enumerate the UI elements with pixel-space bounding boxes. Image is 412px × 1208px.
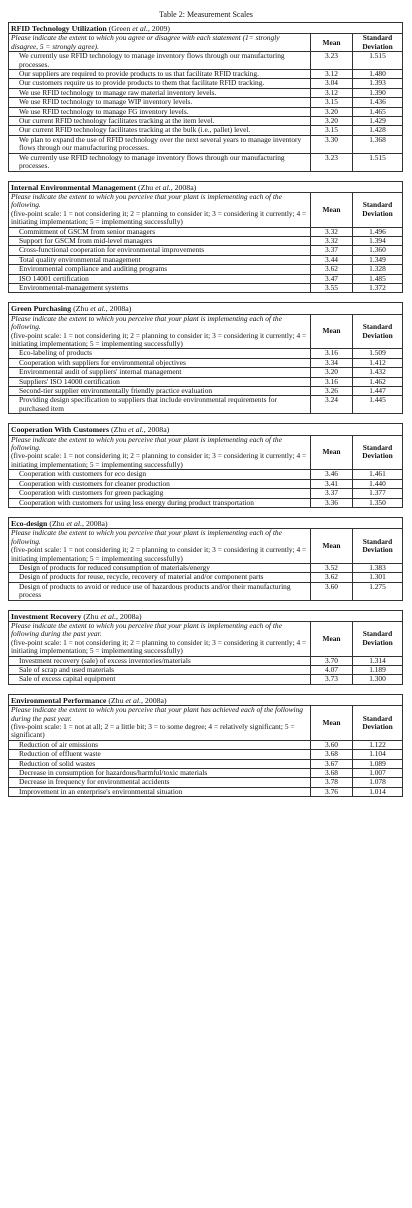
section-citation: (Zhu et al., 2008a) xyxy=(49,518,108,528)
section-title-row xyxy=(9,303,403,314)
sd-column-header: Standard Deviation xyxy=(353,529,403,564)
item-sd: 1.440 xyxy=(353,479,403,488)
item-sd: 1.429 xyxy=(353,117,403,126)
item-mean: 3.52 xyxy=(311,563,353,572)
item-mean: 3.26 xyxy=(311,387,353,396)
item-text: Investment recovery (sale) of excess inventories/materials xyxy=(9,656,311,665)
item-mean: 3.37 xyxy=(311,489,353,498)
item-sd: 1.383 xyxy=(353,563,403,572)
item-mean: 3.60 xyxy=(311,740,353,749)
item-mean: 3.04 xyxy=(311,79,353,88)
item-text: Environmental-management systems xyxy=(9,283,311,292)
item-text: Reduction of air emissions xyxy=(9,740,311,749)
table-row xyxy=(9,489,403,498)
table-row xyxy=(9,368,403,377)
item-text: Cooperation with customers for cleaner production xyxy=(9,479,311,488)
item-sd: 1.350 xyxy=(353,498,403,507)
item-sd: 1.465 xyxy=(353,107,403,116)
mean-column-header: Mean xyxy=(311,435,353,470)
mean-column-header: Mean xyxy=(311,706,353,741)
section-citation: (Zhu et al., 2008a) xyxy=(138,182,197,192)
item-text: Design of products for reduced consumption of materials/energy xyxy=(9,563,311,572)
item-mean: 3.62 xyxy=(311,573,353,582)
item-text: We use RFID technology to manage FG inventory levels. xyxy=(9,107,311,116)
table-row xyxy=(9,246,403,255)
item-sd: 1.462 xyxy=(353,377,403,386)
item-sd: 1.089 xyxy=(353,759,403,768)
table-row xyxy=(9,582,403,600)
mean-column-header: Mean xyxy=(311,529,353,564)
item-text: We use RFID technology to manage raw material inventory levels. xyxy=(9,88,311,97)
item-sd: 1.394 xyxy=(353,236,403,245)
sd-column-header: Standard Deviation xyxy=(353,314,403,349)
item-sd: 1.432 xyxy=(353,368,403,377)
section-instruction-cell xyxy=(9,192,311,227)
section-instruction-cell xyxy=(9,34,311,52)
item-mean: 4.07 xyxy=(311,666,353,675)
section-instruction: Please indicate the extent to which you perceive that your plant is implementing each of the following. xyxy=(11,434,282,453)
section-header-row xyxy=(9,34,403,52)
table-row xyxy=(9,349,403,358)
section-scale: (five-point scale: 1 = not considering it; 2 = planning to consider it; 3 = considering it currently; 4 = initiating implementation; 5 = implementing successfully) xyxy=(11,451,307,469)
section-header-row xyxy=(9,706,403,741)
section-instruction: Please indicate the extent to which you agree or disagree with each statement (1= strongly disagree, 5 = strongly agree). xyxy=(11,33,280,51)
item-sd: 1.360 xyxy=(353,246,403,255)
item-sd: 1.275 xyxy=(353,582,403,600)
item-mean: 3.62 xyxy=(311,265,353,274)
table-row xyxy=(9,470,403,479)
item-mean: 3.20 xyxy=(311,107,353,116)
item-text: We currently use RFID technology to manage inventory flows through our manufacturing processes. xyxy=(9,153,311,171)
section-scale: (five-point scale: 1 = not at all; 2 = a little bit; 3 = to some degree; 4 = relatively significant; 5 = significant) xyxy=(11,722,295,740)
item-text: Cooperation with customers for green packaging xyxy=(9,489,311,498)
item-sd: 1.104 xyxy=(353,750,403,759)
table-row xyxy=(9,396,403,414)
item-mean: 3.16 xyxy=(311,349,353,358)
item-mean: 3.16 xyxy=(311,377,353,386)
item-text: Sale of excess capital equipment xyxy=(9,675,311,684)
item-sd: 1.372 xyxy=(353,283,403,292)
item-mean: 3.68 xyxy=(311,769,353,778)
item-text: Commitment of GSCM from senior managers xyxy=(9,227,311,236)
item-mean: 3.30 xyxy=(311,135,353,153)
section-title-row xyxy=(9,610,403,621)
item-mean: 3.41 xyxy=(311,479,353,488)
item-mean: 3.23 xyxy=(311,153,353,171)
sd-column-header: Standard Deviation xyxy=(353,706,403,741)
item-text: Eco-labeling of products xyxy=(9,349,311,358)
section-scale: (five-point scale: 1 = not considering it; 2 = planning to consider it; 3 = considering it currently; 4 = initiating implementation; 5 = implementing successfully) xyxy=(11,330,307,348)
item-mean: 3.68 xyxy=(311,750,353,759)
section-title: Internal Environmental Management xyxy=(11,182,137,192)
section-citation: (Zhu et al., 2008a) xyxy=(108,695,167,705)
item-text: Cross-functional cooperation for environmental improvements xyxy=(9,246,311,255)
section-instruction-cell xyxy=(9,435,311,470)
section-instruction-cell xyxy=(9,529,311,564)
table-row xyxy=(9,787,403,796)
item-sd: 1.078 xyxy=(353,778,403,787)
section-scale: (five-point scale: 1 = not considering it; 2 = planning to consider it; 3 = considering it currently; 4 = initiating implementation; 5 = implementing successfully) xyxy=(11,637,307,656)
item-mean: 3.15 xyxy=(311,98,353,107)
item-text: Our customers require us to provide products to them that facilitate RFID tracking. xyxy=(9,79,311,88)
item-sd: 1.390 xyxy=(353,88,403,97)
section-citation: (Zhu et al., 2008a) xyxy=(111,425,170,435)
section-title-cell xyxy=(9,23,403,34)
item-text: Support for GSCM from mid-level managers xyxy=(9,236,311,245)
sd-column-header: Standard Deviation xyxy=(353,435,403,470)
section-title-row xyxy=(9,424,403,435)
section-instruction-cell xyxy=(9,314,311,349)
table-row xyxy=(9,52,403,70)
item-sd: 1.328 xyxy=(353,265,403,274)
item-mean: 3.60 xyxy=(311,582,353,600)
section-title-cell xyxy=(9,303,403,314)
measurement-scales-tables xyxy=(8,22,402,797)
table-row xyxy=(9,750,403,759)
item-mean: 3.32 xyxy=(311,227,353,236)
section-citation: (Green et al., 2009) xyxy=(108,24,170,33)
section-header-row xyxy=(9,529,403,564)
measurement-table xyxy=(8,517,403,601)
item-mean: 3.47 xyxy=(311,274,353,283)
table-row xyxy=(9,778,403,787)
item-text: Design of products to avoid or reduce use of hazardous products and/or their manufacturing process xyxy=(9,582,311,600)
sd-column-header: Standard Deviation xyxy=(353,621,403,656)
item-text: ISO 14001 certification xyxy=(9,274,311,283)
item-mean: 3.44 xyxy=(311,255,353,264)
section-title-cell xyxy=(9,694,403,705)
table-row xyxy=(9,126,403,135)
item-mean: 3.36 xyxy=(311,498,353,507)
item-mean: 3.55 xyxy=(311,283,353,292)
mean-column-header: Mean xyxy=(311,621,353,656)
item-text: Decrease in consumption for hazardous/harmful/toxic materials xyxy=(9,769,311,778)
table-row xyxy=(9,675,403,684)
item-sd: 1.428 xyxy=(353,126,403,135)
item-text: Decrease in frequency for environmental accidents xyxy=(9,778,311,787)
table-caption: Table 2: Measurement Scales xyxy=(159,10,253,19)
item-text: Reduction of effluent waste xyxy=(9,750,311,759)
item-text: Sale of scrap and used materials xyxy=(9,666,311,675)
sd-column-header: Standard Deviation xyxy=(353,192,403,227)
table-row xyxy=(9,98,403,107)
item-text: Our suppliers are required to provide products to us that facilitate RFID tracking. xyxy=(9,70,311,79)
section-scale: (five-point scale: 1 = not considering it; 2 = planning to consider it; 3 = considering it currently; 4 = initiating implementation; 5 = implementing successfully) xyxy=(11,208,307,227)
section-title: Environmental Performance xyxy=(11,695,107,705)
item-sd: 1.445 xyxy=(353,396,403,414)
item-sd: 1.122 xyxy=(353,740,403,749)
table-row xyxy=(9,283,403,292)
measurement-table xyxy=(8,423,403,508)
item-sd: 1.496 xyxy=(353,227,403,236)
item-mean: 3.24 xyxy=(311,396,353,414)
item-mean: 3.67 xyxy=(311,759,353,768)
item-sd: 1.393 xyxy=(353,79,403,88)
item-mean: 3.12 xyxy=(311,70,353,79)
item-text: We use RFID technology to manage WIP inventory levels. xyxy=(9,98,311,107)
mean-column-header: Mean xyxy=(311,314,353,349)
section-header-row xyxy=(9,192,403,227)
item-sd: 1.014 xyxy=(353,787,403,796)
section-title: Eco-design xyxy=(11,518,48,528)
item-mean: 3.32 xyxy=(311,236,353,245)
item-sd: 1.461 xyxy=(353,470,403,479)
section-citation: (Zhu et al., 2008a) xyxy=(73,304,132,314)
section-instruction: Please indicate the extent to which you perceive that your plant is implementing each of the following. xyxy=(11,528,282,546)
section-instruction: Please indicate the extent to which you perceive that your plant is implementing each of the following. xyxy=(11,191,282,210)
item-mean: 3.12 xyxy=(311,88,353,97)
measurement-table xyxy=(8,694,403,797)
item-sd: 1.509 xyxy=(353,349,403,358)
item-mean: 3.34 xyxy=(311,358,353,367)
section-title-row xyxy=(9,517,403,528)
item-sd: 1.300 xyxy=(353,675,403,684)
item-text: Environmental audit of suppliers' internal management xyxy=(9,368,311,377)
section-citation: (Zhu et al., 2008a) xyxy=(83,611,142,621)
section-title-cell xyxy=(9,610,403,621)
item-text: We plan to expand the use of RFID technology over the next several years to manage inventory flows through our manufacturing processes. xyxy=(9,135,311,153)
item-mean: 3.78 xyxy=(311,778,353,787)
section-title: RFID Technology Utilization xyxy=(11,24,107,33)
item-sd: 1.515 xyxy=(353,52,403,70)
item-text: Suppliers' ISO 14000 certification xyxy=(9,377,311,386)
item-text: Second-tier supplier environmentally friendly practice evaluation xyxy=(9,387,311,396)
measurement-table xyxy=(8,610,403,685)
item-sd: 1.447 xyxy=(353,387,403,396)
item-text: Cooperation with suppliers for environmental objectives xyxy=(9,358,311,367)
item-text: Providing design specification to suppliers that include environmental requirements for purchased item xyxy=(9,396,311,414)
section-title-cell xyxy=(9,181,403,192)
sd-column-header: Standard Deviation xyxy=(353,34,403,52)
section-header-row xyxy=(9,435,403,470)
item-sd: 1.314 xyxy=(353,656,403,665)
item-text: Our current RFID technology facilitates tracking at the bulk (i.e., pallet) level. xyxy=(9,126,311,135)
item-text: Reduction of solid wastes xyxy=(9,759,311,768)
item-text: Total quality environmental management xyxy=(9,255,311,264)
item-text: Cooperation with customers for eco design xyxy=(9,470,311,479)
measurement-table xyxy=(8,22,403,172)
table-row xyxy=(9,265,403,274)
item-text: Design of products for reuse, recycle, recovery of material and/or component parts xyxy=(9,573,311,582)
item-sd: 1.007 xyxy=(353,769,403,778)
item-sd: 1.436 xyxy=(353,98,403,107)
measurement-table xyxy=(8,302,403,414)
item-mean: 3.20 xyxy=(311,117,353,126)
section-title: Green Purchasing xyxy=(11,304,72,314)
item-mean: 3.37 xyxy=(311,246,353,255)
section-scale: (five-point scale: 1 = not considering it; 2 = planning to consider it; 3 = considering it currently; 4 = initiating implementation; 5 = implementing successfully) xyxy=(11,545,307,563)
item-mean: 3.70 xyxy=(311,656,353,665)
item-mean: 3.46 xyxy=(311,470,353,479)
section-title-cell xyxy=(9,424,403,435)
section-title-row xyxy=(9,694,403,705)
table-row xyxy=(9,135,403,153)
mean-column-header: Mean xyxy=(311,34,353,52)
section-title: Investment Recovery xyxy=(11,611,82,621)
section-title-cell xyxy=(9,517,403,528)
item-sd: 1.485 xyxy=(353,274,403,283)
table-row xyxy=(9,498,403,507)
item-sd: 1.301 xyxy=(353,573,403,582)
item-sd: 1.515 xyxy=(353,153,403,171)
section-instruction: Please indicate the extent to which you perceive that your plant is implementing each of the following. xyxy=(11,313,282,332)
item-text: Our current RFID technology facilitates tracking at the item level. xyxy=(9,117,311,126)
item-text: Cooperation with customers for using less energy during product transportation xyxy=(9,498,311,507)
section-title: Cooperation With Customers xyxy=(11,425,110,435)
section-header-row xyxy=(9,621,403,656)
item-text: Improvement in an enterprise's environmental situation xyxy=(9,787,311,796)
section-instruction-cell xyxy=(9,621,311,656)
table-row xyxy=(9,573,403,582)
section-header-row xyxy=(9,314,403,349)
item-sd: 1.377 xyxy=(353,489,403,498)
section-instruction: Please indicate the extent to which you perceive that your plant has achieved each of the following during the past year. xyxy=(11,705,303,723)
item-sd: 1.412 xyxy=(353,358,403,367)
section-instruction: Please indicate the extent to which you perceive that your plant is implementing each of the following during the past year. xyxy=(11,620,282,639)
mean-column-header: Mean xyxy=(311,192,353,227)
item-mean: 3.76 xyxy=(311,787,353,796)
table-row xyxy=(9,79,403,88)
section-title-row xyxy=(9,23,403,34)
item-sd: 1.368 xyxy=(353,135,403,153)
item-sd: 1.189 xyxy=(353,666,403,675)
table-row xyxy=(9,153,403,171)
item-sd: 1.349 xyxy=(353,255,403,264)
item-mean: 3.20 xyxy=(311,368,353,377)
item-mean: 3.73 xyxy=(311,675,353,684)
item-sd: 1.480 xyxy=(353,70,403,79)
section-title-row xyxy=(9,181,403,192)
section-instruction-cell xyxy=(9,706,311,741)
item-text: We currently use RFID technology to manage inventory flows through our manufacturing processes. xyxy=(9,52,311,70)
item-mean: 3.15 xyxy=(311,126,353,135)
item-mean: 3.23 xyxy=(311,52,353,70)
measurement-table xyxy=(8,181,403,294)
item-text: Environmental compliance and auditing programs xyxy=(9,265,311,274)
